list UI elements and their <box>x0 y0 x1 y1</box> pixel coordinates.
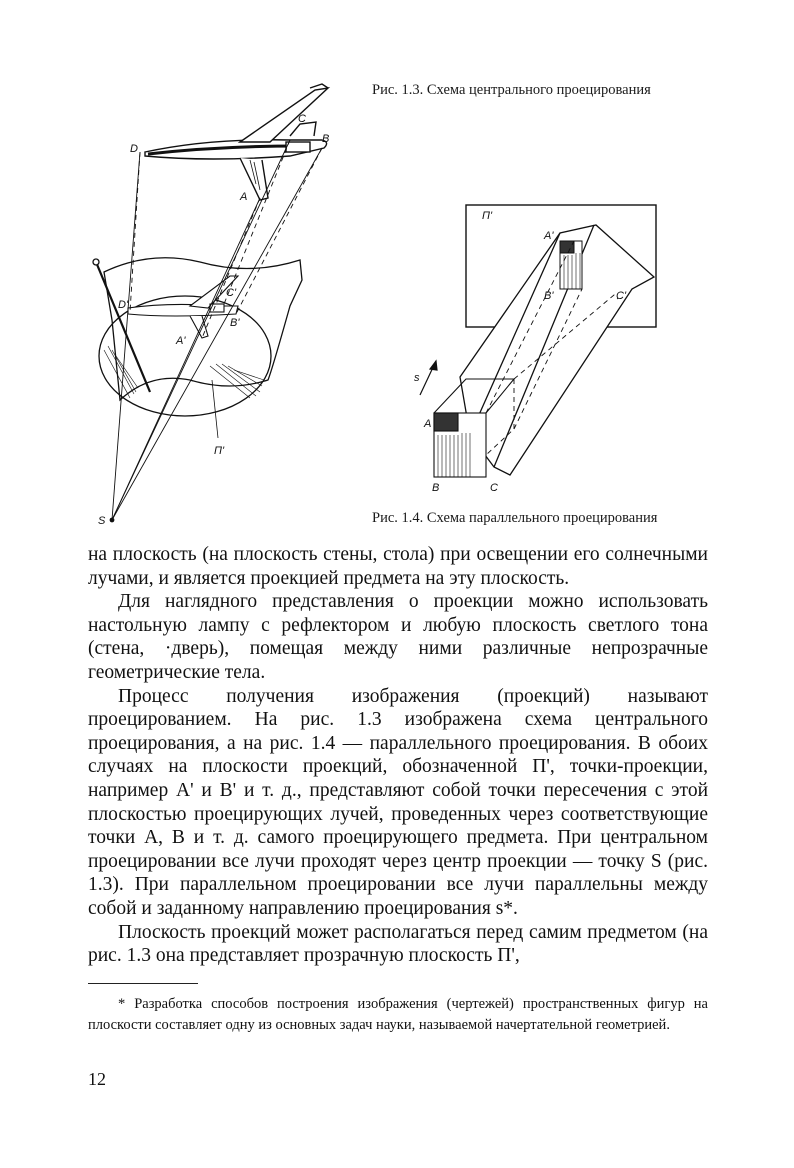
label-B: B <box>432 482 440 494</box>
label-s: s <box>414 372 420 384</box>
label-A-prime: A' <box>544 230 554 242</box>
label-A: A <box>240 191 248 203</box>
page-number: 12 <box>88 1069 106 1089</box>
body-text <box>88 543 708 968</box>
label-B: B <box>322 133 330 145</box>
paragraph-1: на плоскость (на плоскость стены, стола) при освещении его солнечными лучами, и является проекцией предмета на эту плоскость. <box>88 544 708 589</box>
label-Pi-plane: П' <box>482 210 493 222</box>
direction-arrow <box>420 361 437 395</box>
label-A-prime: A' <box>176 335 186 347</box>
footnote-separator <box>88 983 198 984</box>
label-Pi-plane: П' <box>214 445 225 457</box>
projected-square <box>560 241 582 289</box>
label-D-prime: D' <box>118 299 129 311</box>
label-C-prime: C' <box>226 287 237 299</box>
label-B-prime: B' <box>544 290 554 302</box>
label-C: C <box>298 113 306 125</box>
label-D: D <box>130 143 138 155</box>
label-S: S <box>98 515 106 527</box>
label-C: C <box>490 482 498 494</box>
figure-parallel-projection <box>410 195 670 495</box>
paragraph-2: Для наглядного представления о проекции можно использовать настольную лампу с рефлектором и любую плоскость светлого тона (стена, ·дверь), помещая между ними различные непрозрачные геометрические тела. <box>88 591 708 683</box>
paragraph-3: Процесс получения изображения (проекций) называют проецированием. На рис. 1.3 изображена схема центрального проецирования, а на рис. 1.4 — параллельного проецирования. В обоих случаях на плоскости проекций, обозначенной П', точки-проекции, например A' и B' и т. д., представляют собой точки пересечения с этой плоскостью проецирующих лучей, проведенных через соответствующие точки A, B и т. д. самого проецирующего предмета. При центральном проецировании все лучи проходят через центр проекции — точку S (рис. 1.3). При параллельном проецировании все лучи параллельны между собой и заданному направлению проецирования s*. <box>88 685 708 919</box>
figure-central-projection <box>90 80 370 530</box>
airplane-large <box>145 84 328 200</box>
figure-1-4-caption: Рис. 1.4. Схема параллельного проецирования <box>372 510 658 526</box>
label-B-prime: B' <box>230 317 240 329</box>
label-A: A <box>424 418 432 430</box>
figure-1-3-caption: Рис. 1.3. Схема центрального проецирования <box>372 82 651 98</box>
paragraph-4: Плоскость проекций может располагаться перед самим предметом (на рис. 1.3 она представляет прозрачную плоскость П', <box>88 921 708 967</box>
footnote: * Разработка способов построения изображения (чертежей) пространственных фигур на плоскости составляет одну из основных задач науки, называемой начертательной геометрией. <box>88 996 708 1033</box>
label-C-prime: C' <box>616 290 627 302</box>
